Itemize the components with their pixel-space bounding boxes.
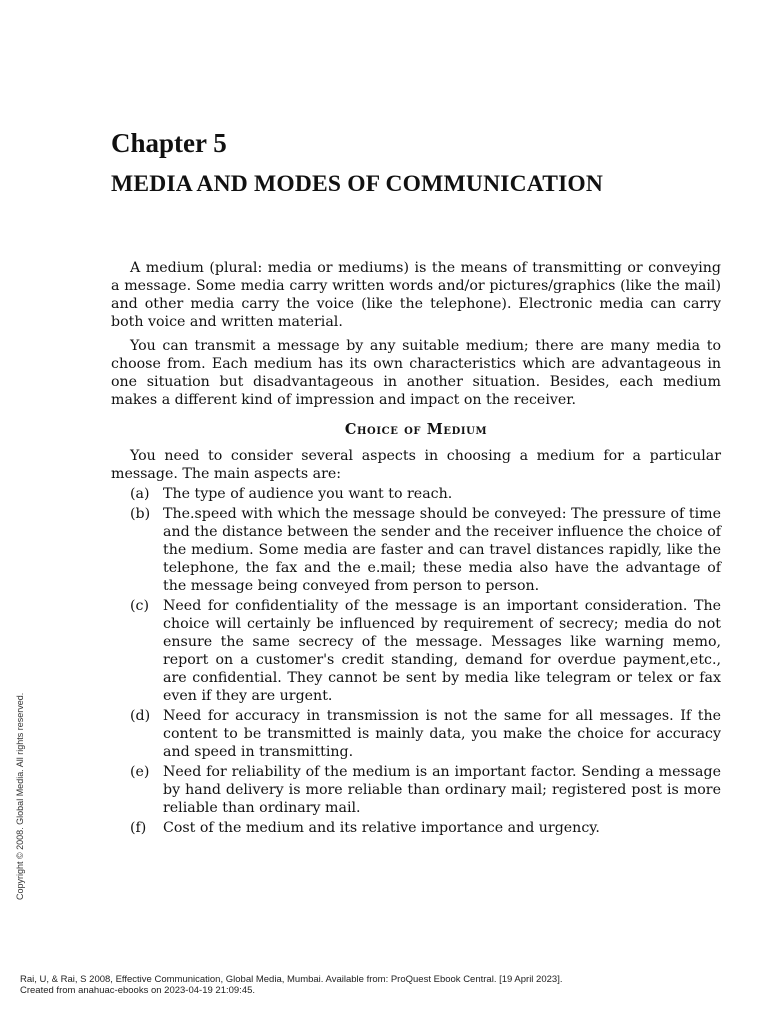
item-text: Cost of the medium and its relative importance and urgency.: [163, 820, 600, 836]
item-text: Need for confidentiality of the message is an important consideration. The choice will certainly be influenced by requirement of secrecy; media do not ensure the same secrecy of the message. Messages like warning memo, report on a customer's credit standing, demand for overdue payment,etc., are confidential. They cannot be sent by media like telegram or telex or fax even if they are urgent.: [163, 598, 721, 704]
item-label: (a): [130, 486, 150, 502]
item-label: (b): [130, 506, 151, 522]
list-item: [111, 819, 721, 837]
item-label: (f): [130, 820, 147, 836]
footer-citation: Rai, U, & Rai, S 2008, Effective Communication, Global Media, Mumbai. Available from: ProQuest Ebook Central. [19 April 2023].: [20, 974, 563, 985]
item-label: (e): [130, 764, 150, 780]
item-label: (c): [130, 598, 150, 614]
list-item: [111, 485, 721, 503]
item-text: Need for reliability of the medium is an important factor. Sending a message by hand delivery is more reliable than ordinary mail; registered post is more reliable than ordinary mail.: [163, 764, 721, 816]
item-text: Need for accuracy in transmission is not the same for all messages. If the content to be transmitted is mainly data, you make the choice for accuracy and speed in transmitting.: [163, 708, 721, 760]
chapter-label: Chapter 5: [111, 128, 227, 158]
footer-created: Created from anahuac-ebooks on 2023-04-19 21:09:45.: [20, 985, 256, 996]
chapter-title: MEDIA AND MODES OF COMMUNICATION: [111, 171, 604, 197]
list-item: [111, 597, 721, 705]
copyright-notice: [5, 690, 25, 900]
item-text: The.speed with which the message should be conveyed: The pressure of time and the distance between the sender and the receiver influence the choice of the medium. Some media are faster and can travel distances rapidly, like the telephone, the fax and the e.mail; these media also have the advantage of the message being conveyed from person to person.: [163, 506, 721, 594]
item-label: (d): [130, 708, 151, 724]
section-intro: You need to consider several aspects in choosing a medium for a particular message. The main aspects are:: [111, 448, 721, 482]
page-footer: [20, 974, 760, 996]
list-item: [111, 763, 721, 817]
section-heading: Choice of Medium: [344, 421, 488, 438]
list-item: [111, 505, 721, 595]
aspects-list: [111, 485, 721, 837]
chapter-body: [111, 259, 721, 839]
item-text: The type of audience you want to reach.: [163, 486, 453, 502]
paragraph: You can transmit a message by any suitable medium; there are many media to choose from. Each medium has its own characteristics which are advantageous in one situation but disadvantageous in another situation. Besides, each medium makes a different kind of impression and impact on the receiver.: [111, 338, 721, 408]
list-item: [111, 707, 721, 761]
paragraph: A medium (plural: media or mediums) is the means of transmitting or conveying a message. Some media carry written words and/or pictures/graphics (like the mail) and other media carry the voice (like the telephone). Electronic media can carry both voice and written material.: [111, 260, 721, 330]
copyright-text: Copyright © 2008. Global Media. All rights reserved.: [15, 692, 25, 900]
